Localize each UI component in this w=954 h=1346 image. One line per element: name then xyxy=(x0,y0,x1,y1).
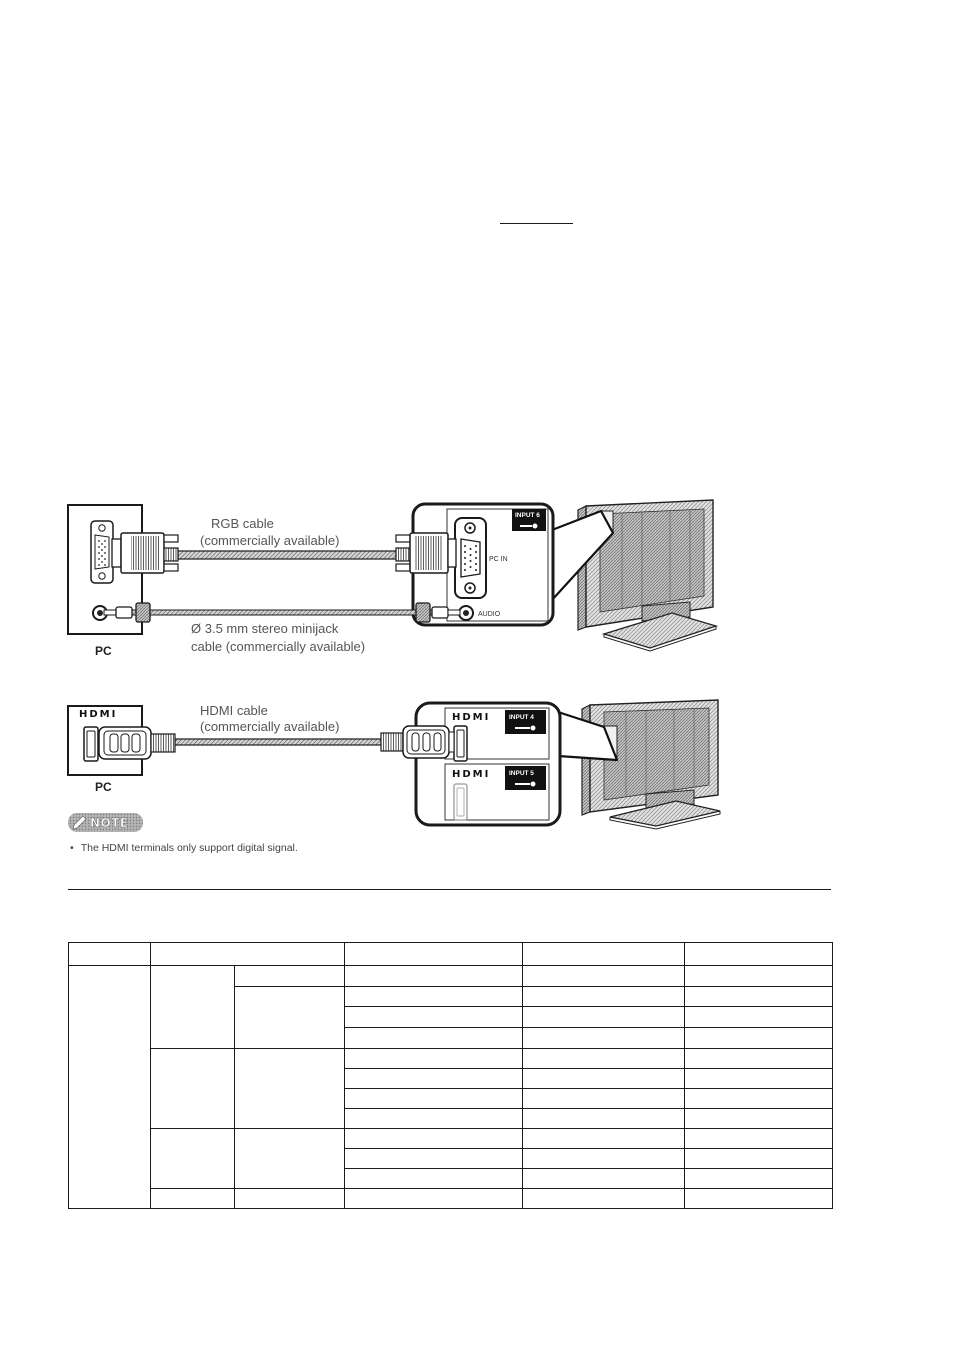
table-cell xyxy=(151,1189,235,1209)
table-cell xyxy=(69,966,151,1209)
table-cell xyxy=(235,966,345,987)
table-cell xyxy=(685,1149,833,1169)
tv-rear-view-hdmi xyxy=(582,700,720,829)
table-cell xyxy=(235,987,345,1049)
table-cell xyxy=(345,1169,523,1189)
rgb-plug-tv-side xyxy=(396,533,456,573)
pc-hdmi-logo: HDMI xyxy=(79,709,118,720)
hdmi-connection-diagram xyxy=(68,700,720,829)
input4-hdmi-logo: HDMI xyxy=(452,712,491,723)
note-list xyxy=(70,841,298,855)
table-cell xyxy=(523,1028,685,1049)
input6-badge xyxy=(512,509,546,531)
table-cell xyxy=(523,1169,685,1189)
table-cell xyxy=(345,1129,523,1149)
table-cell xyxy=(523,1069,685,1089)
input5-badge-label: INPUT 5 xyxy=(509,770,534,777)
pc-in-label: PC IN xyxy=(489,556,508,563)
table-header-row xyxy=(69,943,833,966)
minijack-title: Ø 3.5 mm stereo minijack xyxy=(191,621,339,636)
table-cell xyxy=(523,1109,685,1129)
table-header-cell xyxy=(151,943,345,966)
table-cell xyxy=(685,987,833,1007)
table-header-cell xyxy=(685,943,833,966)
hdmi-cable xyxy=(175,739,381,745)
hdmi-plug-tv-side xyxy=(381,726,454,758)
table-cell xyxy=(523,1189,685,1209)
note-item: • The HDMI terminals only support digital signal. xyxy=(70,841,298,855)
table-cell xyxy=(151,966,235,1049)
table-cell xyxy=(523,1007,685,1028)
table-cell xyxy=(523,987,685,1007)
table-row xyxy=(69,1189,833,1209)
table-cell xyxy=(523,1149,685,1169)
rgb-connection-diagram xyxy=(68,500,716,658)
table-cell xyxy=(685,1049,833,1069)
rgb-cable-title: RGB cable xyxy=(211,516,274,531)
table-cell xyxy=(523,1049,685,1069)
table-cell xyxy=(685,1189,833,1209)
pc-label-hdmi: PC xyxy=(95,780,112,794)
tv-terminal-panel-hdmi xyxy=(416,703,560,825)
input4-badge xyxy=(505,710,546,734)
pc-rgb-port xyxy=(91,521,113,583)
table-cell xyxy=(345,1028,523,1049)
table-cell xyxy=(151,1129,235,1189)
section-divider xyxy=(68,889,831,890)
table-header-cell xyxy=(523,943,685,966)
input5-badge xyxy=(505,766,546,790)
input4-hdmi-port xyxy=(454,726,467,761)
table-cell xyxy=(523,1089,685,1109)
hdmi-cable-title: HDMI cable xyxy=(200,703,268,718)
table-cell xyxy=(685,966,833,987)
hdmi-plug-pc-side xyxy=(99,727,175,759)
table-cell xyxy=(345,1149,523,1169)
table-row xyxy=(69,1129,833,1149)
rgb-plug-pc-side xyxy=(112,533,178,573)
pc-in-port xyxy=(455,518,486,598)
table-cell xyxy=(345,966,523,987)
table-cell xyxy=(685,1129,833,1149)
table-cell xyxy=(235,1189,345,1209)
table-cell xyxy=(685,1109,833,1129)
rgb-cable xyxy=(178,551,396,559)
pc-label: PC xyxy=(95,644,112,658)
table-cell xyxy=(523,1129,685,1149)
input6-badge-label: INPUT 6 xyxy=(515,512,540,519)
table-row xyxy=(69,1049,833,1069)
minijack-note: cable (commercially available) xyxy=(191,639,366,654)
pc-hdmi-port xyxy=(84,727,98,761)
table-cell xyxy=(685,1028,833,1049)
table-cell xyxy=(345,1007,523,1028)
table-cell xyxy=(345,1049,523,1069)
table-cell xyxy=(345,1069,523,1089)
table-cell xyxy=(151,1049,235,1129)
table-cell xyxy=(345,1089,523,1109)
minijack-cable xyxy=(132,610,432,615)
hdmi-cable-note: (commercially available) xyxy=(200,719,340,734)
table-cell xyxy=(685,1169,833,1189)
input5-hdmi-port xyxy=(454,784,467,820)
table-cell xyxy=(235,1129,345,1189)
spec-table xyxy=(68,942,833,1209)
table-header-cell xyxy=(345,943,523,966)
table-cell xyxy=(345,987,523,1007)
table-cell xyxy=(345,1189,523,1209)
table-cell xyxy=(685,1007,833,1028)
note-badge-label: NOTE xyxy=(90,816,129,830)
table-cell xyxy=(685,1069,833,1089)
input5-hdmi-logo: HDMI xyxy=(452,769,491,780)
table-header-cell xyxy=(69,943,151,966)
table-cell xyxy=(235,1049,345,1129)
table-row xyxy=(69,966,833,987)
audio-label: AUDIO xyxy=(478,611,501,618)
table-cell xyxy=(685,1089,833,1109)
tv-audio-jack xyxy=(459,606,473,620)
table-cell xyxy=(523,966,685,987)
rgb-cable-note: (commercially available) xyxy=(200,533,340,548)
input4-badge-label: INPUT 4 xyxy=(509,714,534,721)
note-badge xyxy=(68,813,143,832)
table-cell xyxy=(345,1109,523,1129)
